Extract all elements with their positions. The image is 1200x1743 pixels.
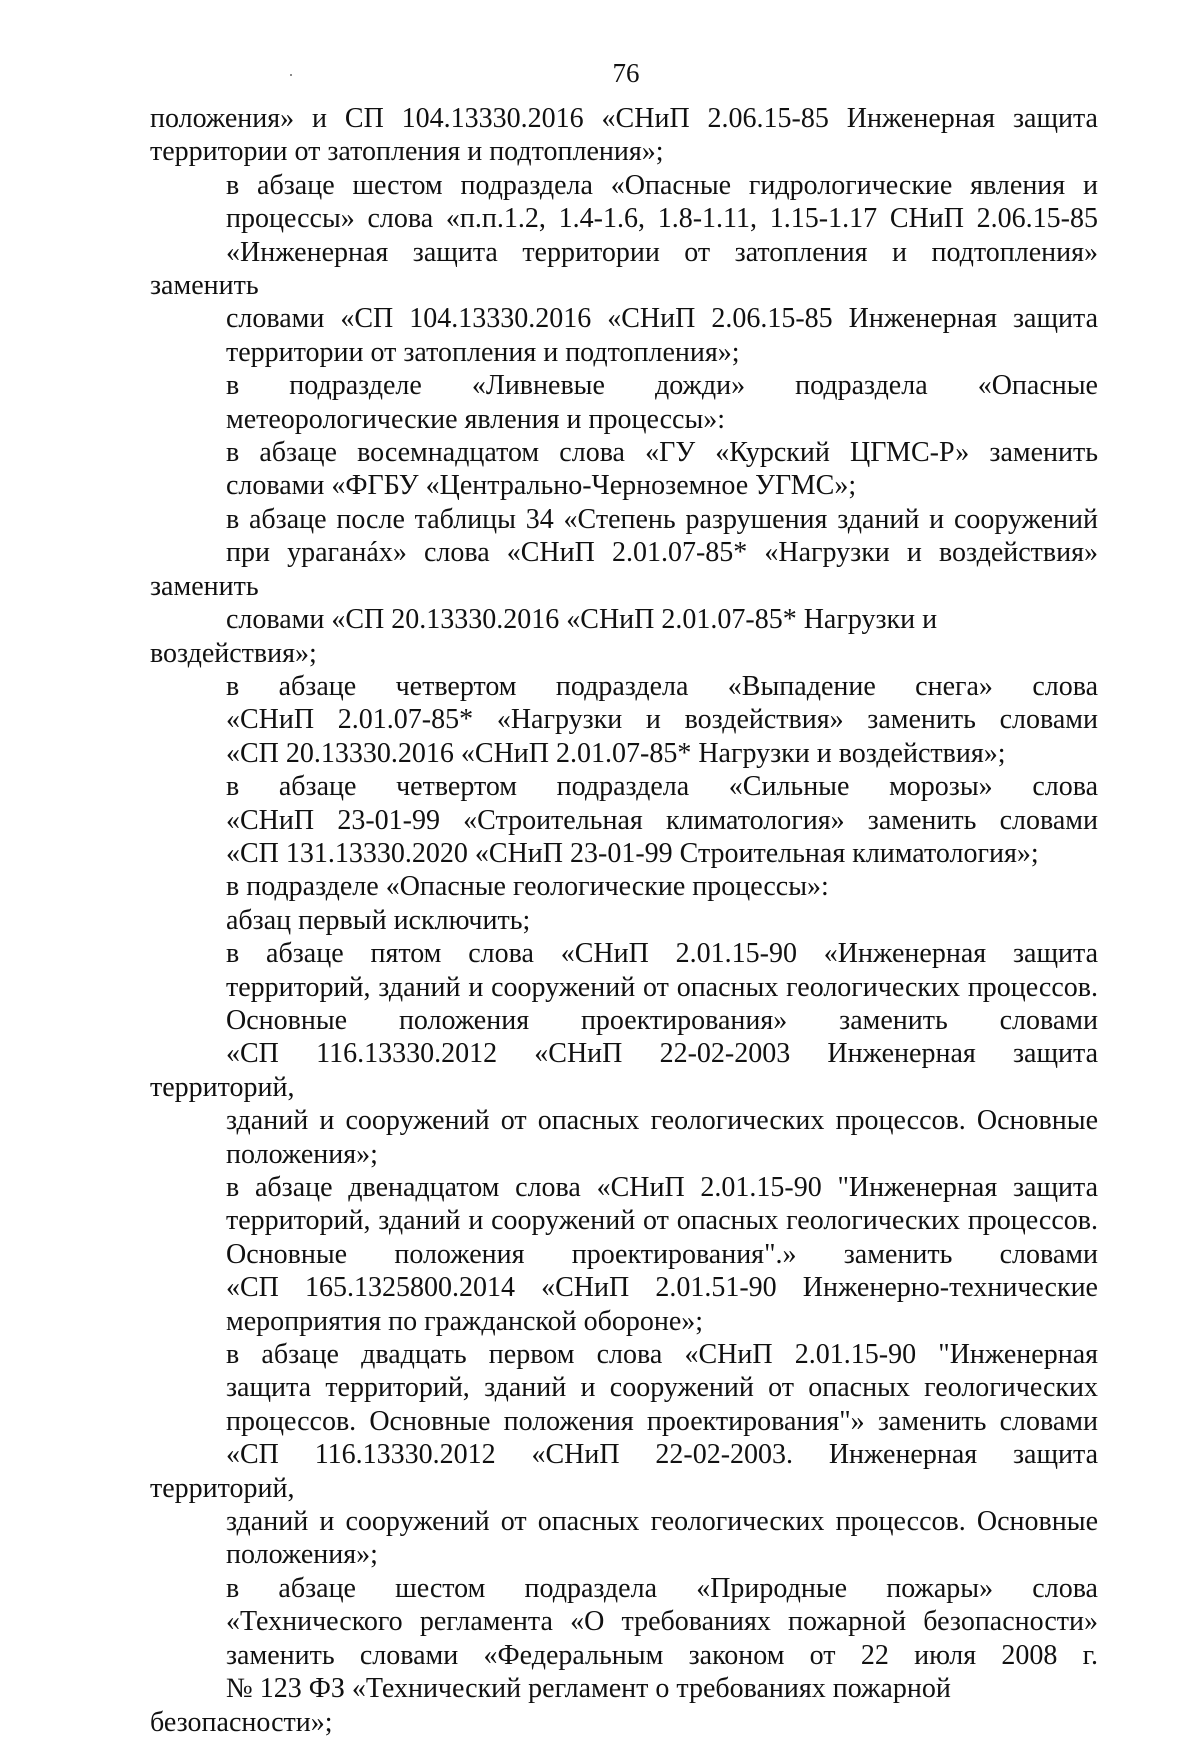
paragraph [150, 870, 1098, 903]
text-line: словами «СП 20.13330.2016 «СНиП 2.01.07-85* Нагрузки и воздействия»; [150, 604, 938, 669]
text-line: при ураганáх» слова «СНиП 2.01.07-85* «Нагрузки и воздействия» заменить [150, 537, 1098, 602]
paragraph [150, 1572, 1098, 1739]
text-line: в абзаце пятом слова «СНиП 2.01.15-90 «Инженерная защита [226, 938, 1098, 970]
text-line: зданий и сооружений от опасных геологических процессов. Основные [226, 1105, 1098, 1137]
text-line: территории от затопления и подтопления»; [150, 136, 664, 168]
paragraph [150, 436, 1098, 503]
text-line: в абзаце четвертом подраздела «Выпадение снега» слова [226, 670, 1098, 702]
paragraph [150, 169, 1098, 369]
text-line: «СНиП 2.01.07-85* «Нагрузки и воздействия» заменить словами [226, 704, 1098, 736]
paragraph [150, 369, 1098, 436]
paragraph [150, 770, 1098, 870]
text-line: заменить словами «Федеральным законом от 22 июля 2008 г. [226, 1639, 1098, 1671]
paragraph [150, 1171, 1098, 1338]
text-line: в абзаце после таблицы 34 «Степень разрушения зданий и сооружений [226, 503, 1098, 535]
text-line: в абзаце шестом подраздела «Опасные гидрологические явления и [226, 169, 1098, 201]
text-line: «Инженерная защита территории от затопления и подтопления» заменить [150, 236, 1098, 302]
text-line: словами «ФГБУ «Центрально-Черноземное УГМС»; [226, 470, 857, 502]
text-line: территорий, зданий и сооружений от опасных геологических процессов. [226, 1205, 1098, 1237]
text-line: абзац первый исключить; [226, 904, 531, 936]
text-line: «СП 116.13330.2012 «СНиП 22-02-2003 Инженерная защита территорий, [150, 1038, 1098, 1103]
text-line: «СП 116.13330.2012 «СНиП 22-02-2003. Инженерная защита территорий, [150, 1439, 1098, 1504]
document-body [150, 102, 1098, 1739]
text-line: метеорологические явления и процессы»: [226, 403, 726, 435]
text-line: в абзаце восемнадцатом слова «ГУ «Курский ЦГМС-Р» заменить [226, 437, 1098, 469]
paragraph [150, 670, 1098, 770]
text-line: зданий и сооружений от опасных геологических процессов. Основные [226, 1506, 1098, 1538]
paragraph [150, 937, 1098, 1171]
text-line: в подразделе «Ливневые дожди» подраздела «Опасные [226, 370, 1098, 402]
text-line: положения» и СП 104.13330.2016 «СНиП 2.06.15-85 Инженерная защита [150, 103, 1098, 134]
text-line: Основные положения проектирования» заменить словами [226, 1004, 1098, 1036]
paragraph [150, 904, 1098, 937]
text-line: «СП 131.13330.2020 «СНиП 23-01-99 Строительная климатология»; [226, 837, 1039, 869]
text-line: «СП 165.1325800.2014 «СНиП 2.01.51-90 Инженерно-технические [226, 1272, 1098, 1304]
text-line: мероприятия по гражданской обороне»; [226, 1305, 704, 1337]
text-line: в подразделе «Опасные геологические процессы»: [226, 871, 829, 903]
paragraph [150, 503, 1098, 670]
paragraph [150, 102, 1098, 169]
text-line: защита территорий, зданий и сооружений от опасных геологических [226, 1372, 1098, 1404]
text-line: территорий, зданий и сооружений от опасных геологических процессов. [226, 971, 1098, 1003]
text-line: «Технического регламента «О требованиях пожарной безопасности» [226, 1606, 1098, 1638]
text-line: положения»; [226, 1539, 378, 1571]
text-line: процессы» слова «п.п.1.2, 1.4-1.6, 1.8-1.11, 1.15-1.17 СНиП 2.06.15-85 [226, 203, 1098, 235]
text-line: «СП 20.13330.2016 «СНиП 2.01.07-85* Нагрузки и воздействия»; [226, 737, 1006, 769]
page-number: 76 [612, 58, 640, 88]
text-line: в абзаце шестом подраздела «Природные пожары» слова [226, 1572, 1098, 1604]
text-line: Основные положения проектирования".» заменить словами [226, 1238, 1098, 1270]
text-line: территории от затопления и подтопления»; [226, 336, 740, 368]
text-line: «СНиП 23-01-99 «Строительная климатология» заменить словами [226, 804, 1098, 836]
text-line: словами «СП 104.13330.2016 «СНиП 2.06.15-85 Инженерная защита [226, 303, 1098, 335]
text-line: в абзаце четвертом подраздела «Сильные морозы» слова [226, 771, 1098, 803]
text-line: в абзаце двадцать первом слова «СНиП 2.01.15-90 "Инженерная [226, 1339, 1098, 1371]
text-line: № 123 ФЗ «Технический регламент о требованиях пожарной безопасности»; [150, 1673, 951, 1738]
text-line: процессов. Основные положения проектирования"» заменить словами [226, 1405, 1098, 1437]
paragraph [150, 1338, 1098, 1572]
text-line: положения»; [226, 1138, 378, 1170]
text-line: в абзаце двенадцатом слова «СНиП 2.01.15-90 "Инженерная защита [226, 1172, 1098, 1203]
